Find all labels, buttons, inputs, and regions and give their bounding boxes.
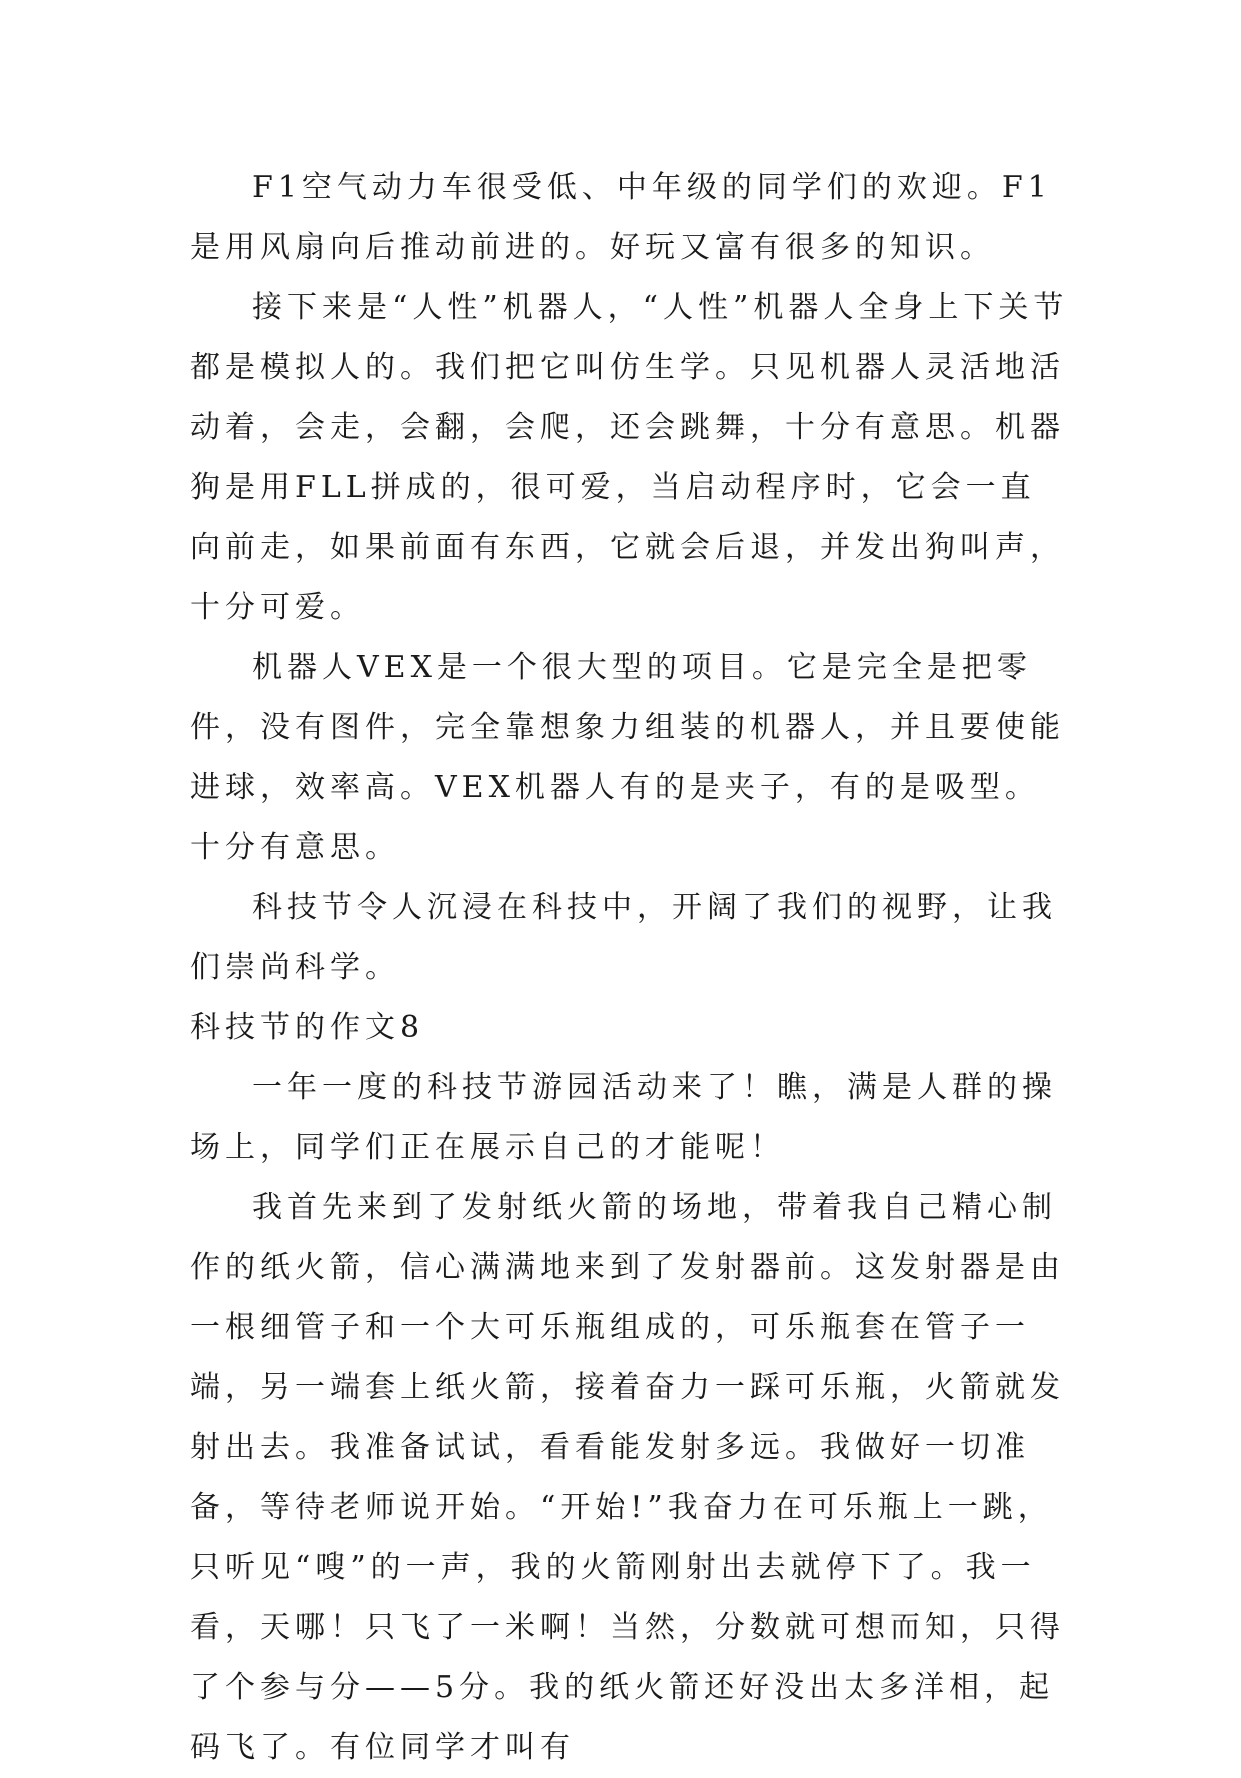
paragraph-humanoid-robot: 接下来是“人性”机器人，“人性”机器人全身上下关节都是模拟人的。我们把它叫仿生学。只见机器人灵活地活动着，会走，会翻，会爬，还会跳舞，十分有意思。机器狗是用FLL拼成的，很可爱，当启动程序时，它会一直向前走，如果前面有东西，它就会后退，并发出狗叫声，十分可爱。	[190, 290, 1069, 625]
document-body	[190, 158, 1070, 1778]
paragraph-festival-intro: 一年一度的科技节游园活动来了！瞧，满是人群的操场上，同学们正在展示自己的才能呢！	[190, 1070, 1057, 1165]
section-heading: 科技节的作文8	[190, 1010, 425, 1045]
paragraph-vex-robot: 机器人VEX是一个很大型的项目。它是完全是把零件，没有图件，完全靠想象力组装的机器人，并且要使能进球，效率高。VEX机器人有的是夹子，有的是吸型。十分有意思。	[190, 650, 1065, 865]
paragraph-f1-car: F1空气动力车很受低、中年级的同学们的欢迎。F1是用风扇向后推动前进的。好玩又富有很多的知识。	[190, 170, 1052, 265]
paragraph-conclusion: 科技节令人沉浸在科技中，开阔了我们的视野，让我们崇尚科学。	[190, 890, 1057, 985]
paragraph-paper-rocket: 我首先来到了发射纸火箭的场地，带着我自己精心制作的纸火箭，信心满满地来到了发射器前。这发射器是由一根细管子和一个大可乐瓶组成的，可乐瓶套在管子一端，另一端套上纸火箭，接着奋力一踩可乐瓶，火箭就发射出去。我准备试试，看看能发射多远。我做好一切准备，等待老师说开始。“开始!”我奋力在可乐瓶上一跳，只听见“嗖”的一声，我的火箭刚射出去就停下了。我一看，天哪！只飞了一米啊！当然，分数就可想而知，只得了个参与分——5分。我的纸火箭还好没出太多洋相，起码飞了。有位同学才叫有	[190, 1190, 1065, 1765]
